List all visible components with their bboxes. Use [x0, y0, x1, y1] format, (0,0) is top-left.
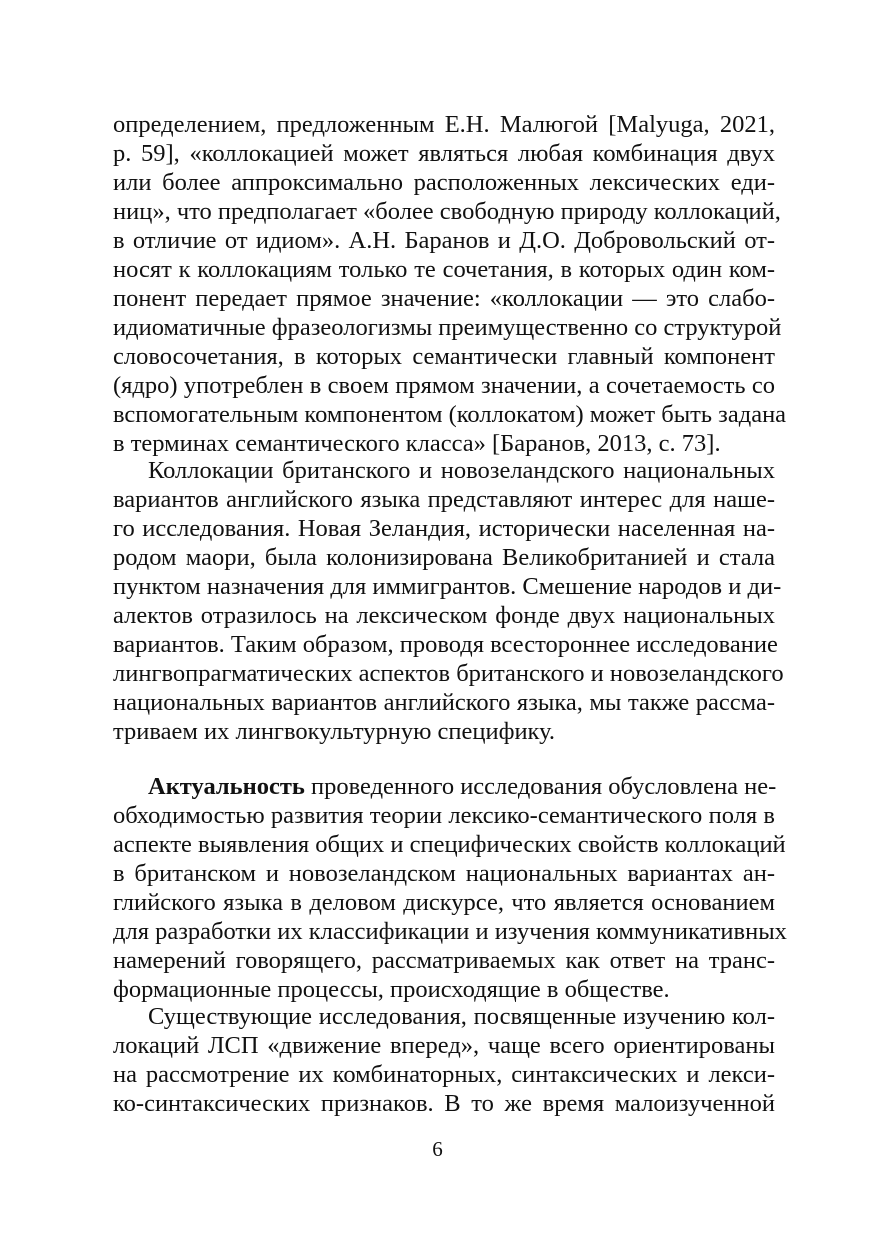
text-line: го исследования. Новая Зеландия, исторически населенная на- [113, 515, 775, 542]
text-line: (ядро) употреблен в своем прямом значении, а сочетаемость со [113, 372, 775, 399]
text-line: глийского языка в деловом дискурсе, что является основанием [113, 889, 775, 916]
text-line: обходимостью развития теории лексико-семантического поля в [113, 802, 775, 829]
text-line: идиоматичные фразеологизмы преимущественно со структурой [113, 314, 782, 341]
text-line: в терминах семантического класса» [Баранов, 2013, с. 73]. [113, 430, 721, 457]
text-line: вспомогательным компонентом (коллокатом) может быть задана [113, 401, 787, 428]
text-line: ко-синтаксических признаков. В то же время малоизученной [113, 1090, 775, 1117]
text-line: алектов отразилось на лексическом фонде двух национальных [113, 602, 775, 629]
text-line: вариантов. Таким образом, проводя всестороннее исследование [113, 631, 778, 658]
bold-term-relevance: Актуальность [148, 773, 305, 800]
text-line: Коллокации британского и новозеландского национальных [148, 457, 775, 484]
text-line: носят к коллокациям только те сочетания, в которых один ком- [113, 256, 775, 283]
text-line: p. 59], «коллокацией может являться любая комбинация двух [113, 140, 775, 167]
text-line: определением, предложенным Е.Н. Малюгой [Malyuga, 2021, [113, 111, 775, 138]
text-line: Существующие исследования, посвященные изучению кол- [148, 1003, 775, 1030]
text-line: триваем их лингвокультурную специфику. [113, 718, 556, 745]
text-line: аспекте выявления общих и специфических свойств коллокаций [113, 831, 786, 858]
text-line: лингвопрагматических аспектов британского и новозеландского [113, 660, 784, 687]
text-line: или более аппроксимально расположенных лексических еди- [113, 169, 775, 196]
text-line: ниц», что предполагает «более свободную природу коллокаций, [113, 198, 781, 225]
text-line: национальных вариантов английского языка, мы также рассма- [113, 689, 775, 716]
text-line: намерений говорящего, рассматриваемых как ответ на транс- [113, 947, 775, 974]
text-line: на рассмотрение их комбинаторных, синтаксических и лекси- [113, 1061, 775, 1088]
text-line: формационные процессы, происходящие в обществе. [113, 976, 670, 1003]
text-line: в британском и новозеландском национальных вариантах ан- [113, 860, 775, 887]
text-line: вариантов английского языка представляют интерес для наше- [113, 486, 775, 513]
text-line: родом маори, была колонизирована Великобританией и стала [113, 544, 775, 571]
text-line: словосочетания, в которых семантически главный компонент [113, 343, 775, 370]
text-line [148, 772, 775, 801]
text-line: в отличие от идиом». А.Н. Баранов и Д.О. Добровольский от- [113, 227, 775, 254]
text-span: проведенного исследования обусловлена не- [304, 773, 777, 800]
text-line: пунктом назначения для иммигрантов. Смешение народов и ди- [113, 573, 782, 600]
text-line: локаций ЛСП «движение вперед», чаще всего ориентированы [113, 1032, 775, 1059]
page-number: 6 [432, 1137, 443, 1161]
text-line: для разработки их классификации и изучения коммуникативных [113, 918, 787, 945]
text-line: понент передает прямое значение: «коллокации — это слабо- [113, 285, 775, 312]
